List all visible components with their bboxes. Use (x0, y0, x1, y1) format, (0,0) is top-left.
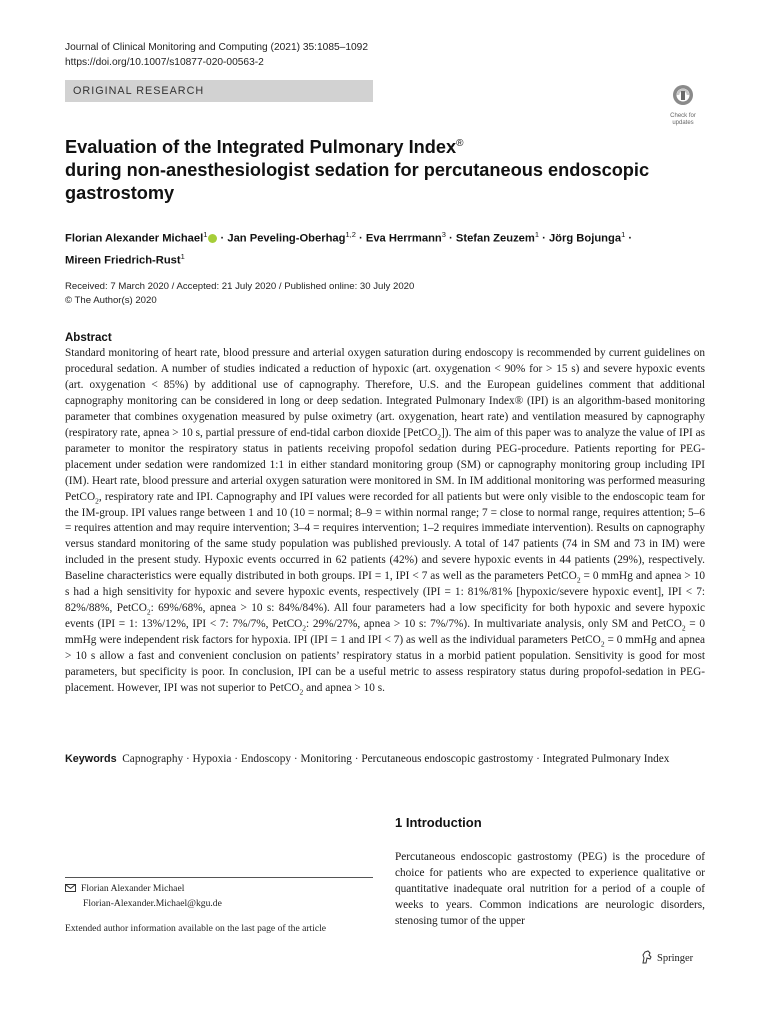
author-name[interactable]: Stefan Zeuzem (455, 232, 535, 245)
title-line-1: Evaluation of the Integrated Pulmonary Index (65, 137, 457, 158)
subscript: 2 (302, 623, 307, 633)
doi-link[interactable]: https://doi.org/10.1007/s10877-020-00563-2 (65, 56, 264, 68)
orcid-icon[interactable] (208, 234, 217, 243)
subscript: 2 (95, 495, 99, 505)
badge-caption-line1: Check for (670, 113, 696, 119)
footnote-divider (65, 877, 373, 878)
badge-caption-line2: updates (672, 119, 694, 126)
check-for-updates-badge[interactable] (665, 84, 701, 124)
author-name[interactable]: Florian Alexander Michael (65, 232, 204, 245)
title-line-2: during non-anesthesiologist sedation for percutaneous endoscopic (65, 160, 650, 181)
publisher-logo (640, 950, 693, 967)
abstract-heading: Abstract (65, 332, 112, 344)
copyright-line: © The Author(s) 2020 (65, 295, 157, 306)
author-affiliation: 3 (441, 230, 446, 239)
footnote (65, 882, 373, 936)
journal-header (65, 41, 368, 70)
introduction-heading: 1 Introduction (395, 815, 482, 830)
abstract-text: = 0 mmHg were independent risk factors for hypoxia. IPI (IPI = 1 and IPI < 7) as well as the individual parameters PetCO (65, 618, 705, 647)
author-name[interactable]: Jörg Bojunga (548, 232, 622, 245)
author-affiliation: 1 (180, 252, 185, 262)
author-name[interactable]: Mireen Friedrich-Rust (65, 254, 181, 267)
publisher-name: Springer (657, 953, 694, 964)
abstract-text: ]). The aim of this paper was to analyze the value of IPI as parameter to monitor the respiratory status in patients receiving propofol sedation during PEG-procedure. Patients reporting for PEG-placement under sedation were randomized 1:1 in either standard monitoring group (SM) or capnography monitoring group including IPI (IM). Heart rate, blood pressure and arterial oxygen saturation were monitored in SM. In IM additional monitoring was performed measuring PetCO (65, 426, 706, 503)
extended-author-info: Extended author information available on the last page of the article (65, 923, 327, 934)
author-affiliation: 1 (621, 230, 626, 239)
author-list: Florian Alexander Michael$^1$ · Jan Peveling-Oberhag$^{1,2}$ · Eva Herrmann$^3$ · Stefan Zeuzem$^1$ · Jörg Bojunga$^1$ · Mireen Friedrich-Rust$^1$ (65, 230, 633, 267)
keywords-label: Keywords (65, 753, 117, 765)
author-affiliation: 1 (203, 230, 208, 239)
abstract-text: : 29%/27%, apnea > 10 s: 7%/7%). In multivariate analysis, only SM and PetCO (306, 618, 682, 631)
abstract-text: and apnea > 10 s. (303, 682, 385, 695)
author-affiliation: 1,2 (345, 230, 356, 239)
envelope-icon (65, 883, 81, 897)
abstract-body (65, 346, 705, 697)
date-history: Received: 7 March 2020 / Accepted: 21 July 2020 / Published online: 30 July 2020 (65, 281, 415, 292)
journal-citation: Journal of Clinical Monitoring and Computing (2021) 35:1085–1092 (65, 42, 368, 53)
check-for-updates-icon (672, 84, 694, 108)
subscript: 2 (437, 432, 441, 442)
abstract-text: Standard monitoring of heart rate, blood pressure and arterial oxygen saturation during endoscopy is recommended by current guidelines on procedural sedation. A number of studies indicated a reduction of hypoxic (art. oxygenation < 90% for > 15 s) and severe hypoxic events (art. oxygenation < 85%) by additional use of capnography. Therefore, U.S. and the European guidelines comment that additional capnography monitoring can be considered in long or deep sedation. Integrated Pulmonary Index® (IPI) is an algorithm-based monitoring parameter that combines oxygenation measured by pulse oximetry (art. oxygenation, heart rate) and ventilation measured by capnography (respiratory rate, apnea > 10 s, partial pressure of end-tidal carbon dioxide [PetCO (65, 347, 705, 439)
article-title (65, 132, 705, 205)
publication-dates (65, 280, 705, 308)
keywords (65, 751, 705, 767)
author-name[interactable]: Eva Herrmann (365, 232, 442, 245)
springer-horse-icon (640, 950, 654, 964)
title-line-3: gastrostomy (65, 183, 175, 204)
subscript: 2 (600, 639, 605, 649)
subscript: 2 (681, 623, 686, 633)
author-name[interactable]: Jan Peveling-Oberhag (227, 232, 346, 245)
corresponding-author-name: Florian Alexander Michael (81, 883, 185, 894)
author-affiliation: 1 (534, 230, 539, 239)
registered-mark: ® (456, 138, 464, 149)
subscript: 2 (576, 575, 581, 585)
section-tag: ORIGINAL RESEARCH (65, 80, 373, 102)
subscript: 2 (146, 607, 151, 617)
abstract-text: = 0 mmHg and apnea > 10 s had a high sensitivity for hypoxic and severe hypoxic events, respectively (IPI = 1: 81%/81% [hypoxic/severe hypoxic event], IPI < 7: 82%/88%, PetCO (65, 570, 705, 615)
abstract-text: = 0 mmHg and apnea > 10 s allow a fast and convenient conclusion on patients’ respiratory status in a morbid patient population. Sensitivity is good for most parameters, but specificity is poor. In conclusion, IPI can be a useful metric to assess respiratory status during propofol-sedation in PEG-placement. However, IPI was not superior to PetCO (65, 634, 705, 695)
abstract-text: , respiratory rate and IPI. Capnography and IPI values were recorded for all patients but were only visible to the endoscopic team for the IM-group. IPI values range between 1 and 10 (10 = normal; 8–9 = within normal range; 7 = close to normal range, requires attention; 5–6 = requires attention and may require intervention; 3–4 = requires intervention; 1–2 requires immediate intervention). Results on capnography versus standard monitoring of the same study population was published previously. A total of 147 patients (74 in SM and 73 in IM) were included in the present study. Hypoxic events occurred in 62 patients (42%) and severe hypoxic events in 44 patients (29%), respectively. Baseline characteristics were equally distributed in both groups. IPI = 1, IPI < 7 as well as the parameters PetCO (65, 490, 705, 583)
subscript: 2 (299, 687, 304, 697)
abstract-text: : 69%/68%, apnea > 10 s: 84%/84%). All four parameters had a low specificity for both hypoxic and severe hypoxic events (IPI = 1: 13%/12%, IPI < 7: 7%/7%, PetCO (65, 602, 705, 631)
introduction-body: Percutaneous endoscopic gastrostomy (PEG) is the procedure of choice for patients who are expected to experience qualitative or quantitative inadequate oral nutrition for a period of a couple of weeks to years. Common indications are neurologic disorders, stenosing tumor of the upper (395, 851, 705, 927)
corresponding-author-email[interactable]: Florian-Alexander.Michael@kgu.de (83, 897, 222, 909)
keywords-text: Capnography · Hypoxia · Endoscopy · Monitoring · Percutaneous endoscopic gastrostomy · Integrated Pulmonary Index (122, 753, 670, 765)
